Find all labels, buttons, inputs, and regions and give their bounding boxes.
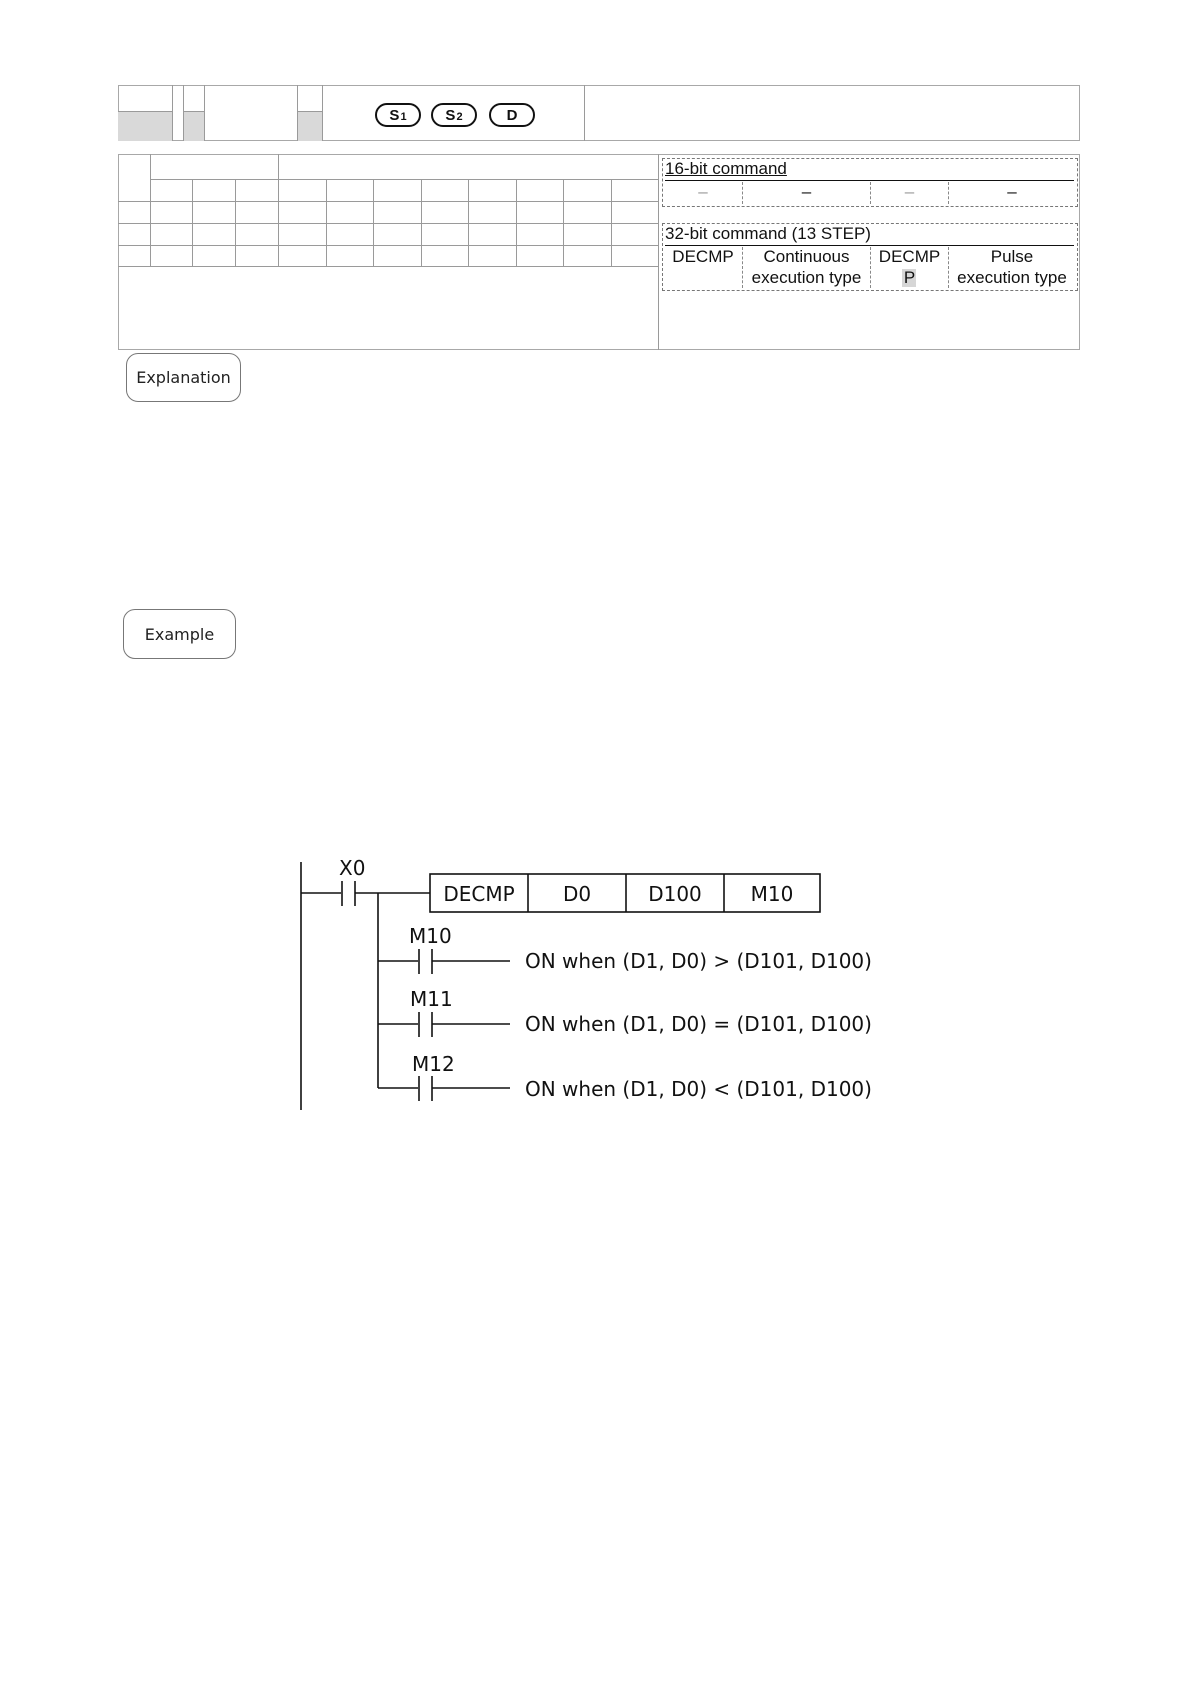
bit16-command-title: 16-bit command xyxy=(665,159,787,178)
example-label: Example xyxy=(123,609,236,659)
bit16-cell-4: – xyxy=(1007,182,1017,201)
bit32-pulse-line2: execution type xyxy=(957,268,1067,287)
m12-condition-text: ON when (D1, D0) < (D101, D100) xyxy=(525,1077,872,1101)
operand-d-label: D xyxy=(506,106,518,124)
bit32-command-title: 32-bit command (13 STEP) xyxy=(665,224,871,243)
m11-contact-label: M11 xyxy=(410,987,453,1011)
bit16-cell-1: – xyxy=(698,182,708,201)
bit32-instruction-name: DECMP xyxy=(672,247,734,266)
operand-s2-sub: 2 xyxy=(456,111,463,123)
bit32-continuous-line1: Continuous xyxy=(763,247,850,266)
instruction-name: DECMP xyxy=(443,882,515,906)
bit16-cell-2: – xyxy=(801,182,812,201)
instruction-operand-s2: D100 xyxy=(648,882,702,906)
m11-condition-text: ON when (D1, D0) = (D101, D100) xyxy=(525,1012,872,1036)
m10-condition-text: ON when (D1, D0) > (D101, D100) xyxy=(525,949,872,973)
x0-contact-label: X0 xyxy=(339,856,366,880)
bit32-pulse-instruction: DECMP xyxy=(878,247,941,266)
bit32-pulse-line1: Pulse xyxy=(990,247,1034,266)
instruction-operand-s1: D0 xyxy=(562,882,592,906)
m10-contact-label: M10 xyxy=(409,924,452,948)
bit32-continuous-line2: execution type xyxy=(751,268,862,287)
operand-s1-label: S xyxy=(389,106,400,124)
explanation-label: Explanation xyxy=(126,353,241,402)
m12-contact-label: M12 xyxy=(412,1052,455,1076)
operand-s2-label: S xyxy=(445,106,456,124)
operand-s1-sub: 1 xyxy=(400,111,407,123)
bit32-pulse-suffix: P xyxy=(903,268,916,287)
bit16-cell-3: – xyxy=(904,182,915,201)
instruction-operand-d: M10 xyxy=(750,882,794,906)
